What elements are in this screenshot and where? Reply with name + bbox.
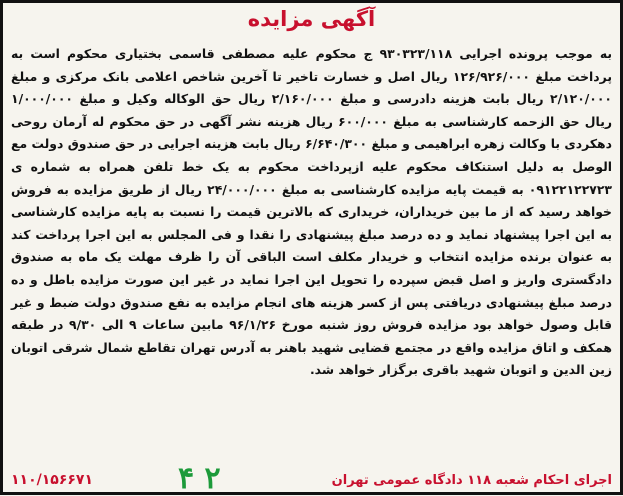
notice-footer	[11, 462, 612, 488]
notice-body	[11, 43, 612, 382]
notice-body-text: به موجب پرونده اجرایی ۹۳۰۳۲۳/۱۱۸ ج محکوم علیه مصطفی قاسمی بختیاری محکوم است به پرداخت مبلغ ۱۲۶/۹۲۶/۰۰۰ ریال اصل و خسارت تاخیر تا آخرین شاخص اعلامی بانک مرکزی و مبلغ ۲/۱۲۰/۰۰۰ ریال بابت هزینه دادرسی و مبلغ ۲/۱۶۰/۰۰۰ ریال حق الوکاله وکیل و مبلغ ۱/۰۰۰/۰۰۰ ریال حق الزحمه کارشناسی به مبلغ ۶۰۰/۰۰۰ ریال هزینه نشر آگهی در حق محکوم له آرمان روحی دهکردی با وکالت زهره ابراهیمی و مبلغ ۶/۶۴۰/۳۰۰ ریال بابت هزینه اجرایی در حق صندوق دولت مع الوصل به دلیل استنکاف محکوم علیه ازپرداخت محکوم به یک خط تلفن همراه به شماره ی ۰۹۱۲۲۱۲۲۷۲۳ به قیمت پایه مزایده کارشناسی به مبلغ ۲۴/۰۰۰/۰۰۰ ریال از طریق مزایده به فروش خواهد رسید که از ما بین خریداران، خریداری که بالاترین قیمت را نسبت به پایه مزایده کارشناسی به این اجرا پیشنهاد نماید و ده درصد مبلغ پیشنهادی را نقدا و فی المجلس به این اجرا پرداخت کند به عنوان برنده مزایده انتخاب و خریدار مکلف است الباقی آن را ظرف مهلت یک ماه به صندوق دادگستری واریز و اصل قبض سپرده را تحویل این اجرا نماید در غیر این صورت مزایده باطل و ده درصد مبلغ پیشنهادی دریافتی پس از کسر هزینه های انجام مزایده به نفع صندوق دولت ضبط و غیر قابل وصول خواهد بود مزایده فروش روز شنبه مورخ ۹۶/۱/۲۶ مابین ساعات ۹ الی ۹/۳۰ در طبقه همکف و اتاق مزایده واقع در مجتمع قضایی شهید باهنر به آدرس تهران تقاطع شمال شرقی اتوبان زین الدین و اتوبان شهید باقری برگزار خواهد شد.	[11, 46, 612, 378]
reference-number: ۱۱۰/۱۵۶۶۷۱	[11, 472, 94, 488]
notice-title: آگهی مزایده	[247, 7, 376, 31]
handwritten-mark: ۴ ۲	[178, 461, 221, 496]
issuer-label: اجرای احکام شعبه ۱۱۸ دادگاه عمومی تهران	[331, 473, 612, 488]
